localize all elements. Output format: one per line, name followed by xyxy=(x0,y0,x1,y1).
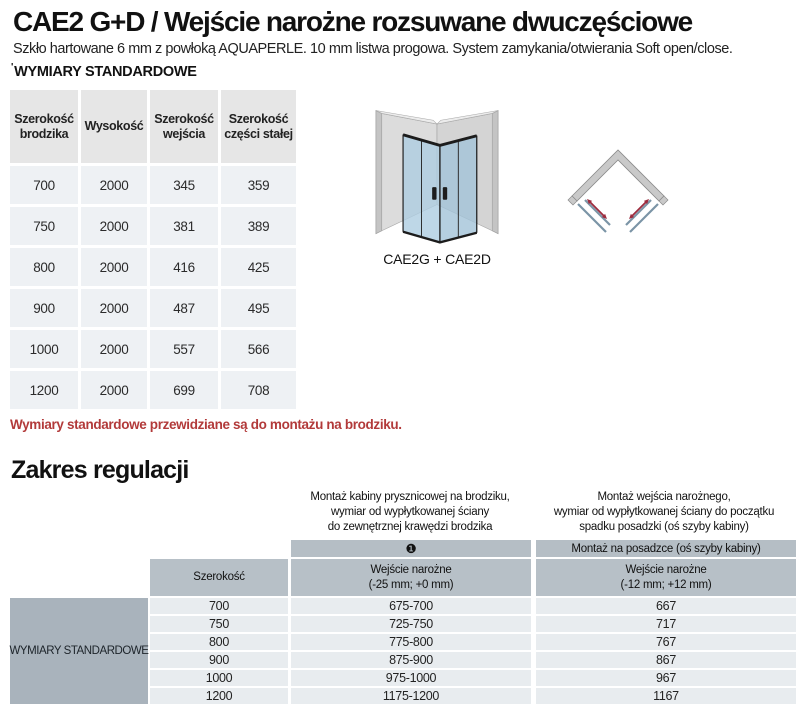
group-header-line: wymiar od wypłytkowanej ściany do początku xyxy=(553,505,775,518)
group-header-line: Montaż wejścia narożnego, xyxy=(597,491,731,503)
group-header-floor-mount xyxy=(524,490,800,535)
floor-value-cell: 967 xyxy=(536,670,796,686)
table-cell: 495 xyxy=(221,289,296,327)
table-cell: 345 xyxy=(150,166,218,204)
table-cell: 2000 xyxy=(81,207,147,245)
table-cell: 800 xyxy=(10,248,78,286)
column-header: Wysokość xyxy=(81,90,147,163)
tick-mark: ' xyxy=(11,62,14,73)
floor-value-cell: 767 xyxy=(536,634,796,650)
subheader-line: Wejście narożne xyxy=(370,563,452,576)
width-value-cell: 800 xyxy=(150,634,288,650)
subheader-line: Wejście narożne xyxy=(625,563,707,576)
table-cell: 700 xyxy=(10,166,78,204)
table-cell: 381 xyxy=(150,207,218,245)
table-cell: 1000 xyxy=(10,330,78,368)
wall-right-edge xyxy=(492,111,498,234)
adjustment-table-width-column xyxy=(150,598,288,704)
standard-dimensions-row-label: WYMIARY STANDARDOWE xyxy=(10,598,148,704)
subheader-line: (-12 mm; +12 mm) xyxy=(620,578,712,591)
table-cell: 487 xyxy=(150,289,218,327)
column-header: Szerokość wejścia xyxy=(150,90,218,163)
subheader-width-label: Szerokość xyxy=(193,571,245,584)
wall-left-edge xyxy=(376,111,382,234)
group-header-line: wymiar od wypłytkowanej ściany xyxy=(330,505,490,518)
table-cell: 708 xyxy=(221,371,296,409)
group-header-tray-mount xyxy=(286,490,534,535)
handle-right xyxy=(443,187,447,200)
floor-value-cell: 1167 xyxy=(536,688,796,704)
arrow-right-line xyxy=(632,202,646,216)
table-cell: 425 xyxy=(221,248,296,286)
table-cell: 900 xyxy=(10,289,78,327)
subheader-width xyxy=(150,559,288,596)
table-cell: 2000 xyxy=(81,248,147,286)
table-cell: 2000 xyxy=(81,330,147,368)
subheader-corner-entry-floor xyxy=(536,559,796,596)
table-cell: 557 xyxy=(150,330,218,368)
table-cell: 1200 xyxy=(10,371,78,409)
glass-left-slider xyxy=(585,200,610,225)
adjustment-range-heading: Zakres regulacji xyxy=(11,456,189,484)
width-value-cell: 700 xyxy=(150,598,288,614)
iso-diagram-label: CAE2G + CAE2D xyxy=(383,251,491,267)
standard-dimensions-table xyxy=(10,90,296,409)
adjustment-table-floor-column xyxy=(536,598,796,704)
tray-range-cell: 775-800 xyxy=(291,634,531,650)
group-header-line: Montaż kabiny prysznicowej na brodziku, xyxy=(310,491,510,503)
tray-range-cell: 975-1000 xyxy=(291,670,531,686)
tray-range-cell: 875-900 xyxy=(291,652,531,668)
table-cell: 2000 xyxy=(81,166,147,204)
isometric-shower-diagram xyxy=(372,95,502,255)
width-value-cell: 900 xyxy=(150,652,288,668)
column-header: Szerokość brodzika xyxy=(10,90,78,163)
standard-dimensions-heading-text: WYMIARY STANDARDOWE xyxy=(14,64,197,80)
table-cell: 2000 xyxy=(81,289,147,327)
glass-right-slider xyxy=(626,200,651,225)
floor-value-cell: 867 xyxy=(536,652,796,668)
table-cell: 2000 xyxy=(81,371,147,409)
top-view-diagram xyxy=(560,146,690,246)
table-cell: 699 xyxy=(150,371,218,409)
subheader-corner-entry-tray xyxy=(291,559,531,596)
page-subtitle: Szkło hartowane 6 mm z powłoką AQUAPERLE. 10 mm listwa progowa. System zamykania/otwierania Soft open/close. xyxy=(13,41,733,57)
tray-range-cell: 725-750 xyxy=(291,616,531,632)
table-cell: 416 xyxy=(150,248,218,286)
column-header: Szerokość części stałej xyxy=(221,90,296,163)
floor-value-cell: 717 xyxy=(536,616,796,632)
tray-range-cell: 1175-1200 xyxy=(291,688,531,704)
handle-left xyxy=(432,187,436,200)
arrow-left-line xyxy=(590,202,604,216)
numbered-marker-bar: ❶ xyxy=(291,540,531,557)
standard-dimensions-heading xyxy=(11,62,197,80)
table-cell: 566 xyxy=(221,330,296,368)
width-value-cell: 1000 xyxy=(150,670,288,686)
floor-value-cell: 667 xyxy=(536,598,796,614)
adjustment-table-tray-column xyxy=(291,598,531,704)
table-cell: 359 xyxy=(221,166,296,204)
table-cell: 389 xyxy=(221,207,296,245)
width-value-cell: 1200 xyxy=(150,688,288,704)
table-cell: 750 xyxy=(10,207,78,245)
tray-range-cell: 675-700 xyxy=(291,598,531,614)
standard-dimensions-note: Wymiary standardowe przewidziane są do montażu na brodziku. xyxy=(10,417,402,432)
group-header-line: spadku posadzki (oś szyby kabiny) xyxy=(579,520,749,533)
group-header-line: do zewnętrznej krawędzi brodzika xyxy=(327,520,493,533)
width-value-cell: 750 xyxy=(150,616,288,632)
floor-mount-bar: Montaż na posadzce (oś szyby kabiny) xyxy=(536,540,796,557)
walls-top-view xyxy=(572,150,664,201)
subheader-line: (-25 mm; +0 mm) xyxy=(368,578,454,591)
page-title: CAE2 G+D / Wejście narożne rozsuwane dwuczęściowe xyxy=(13,6,693,37)
